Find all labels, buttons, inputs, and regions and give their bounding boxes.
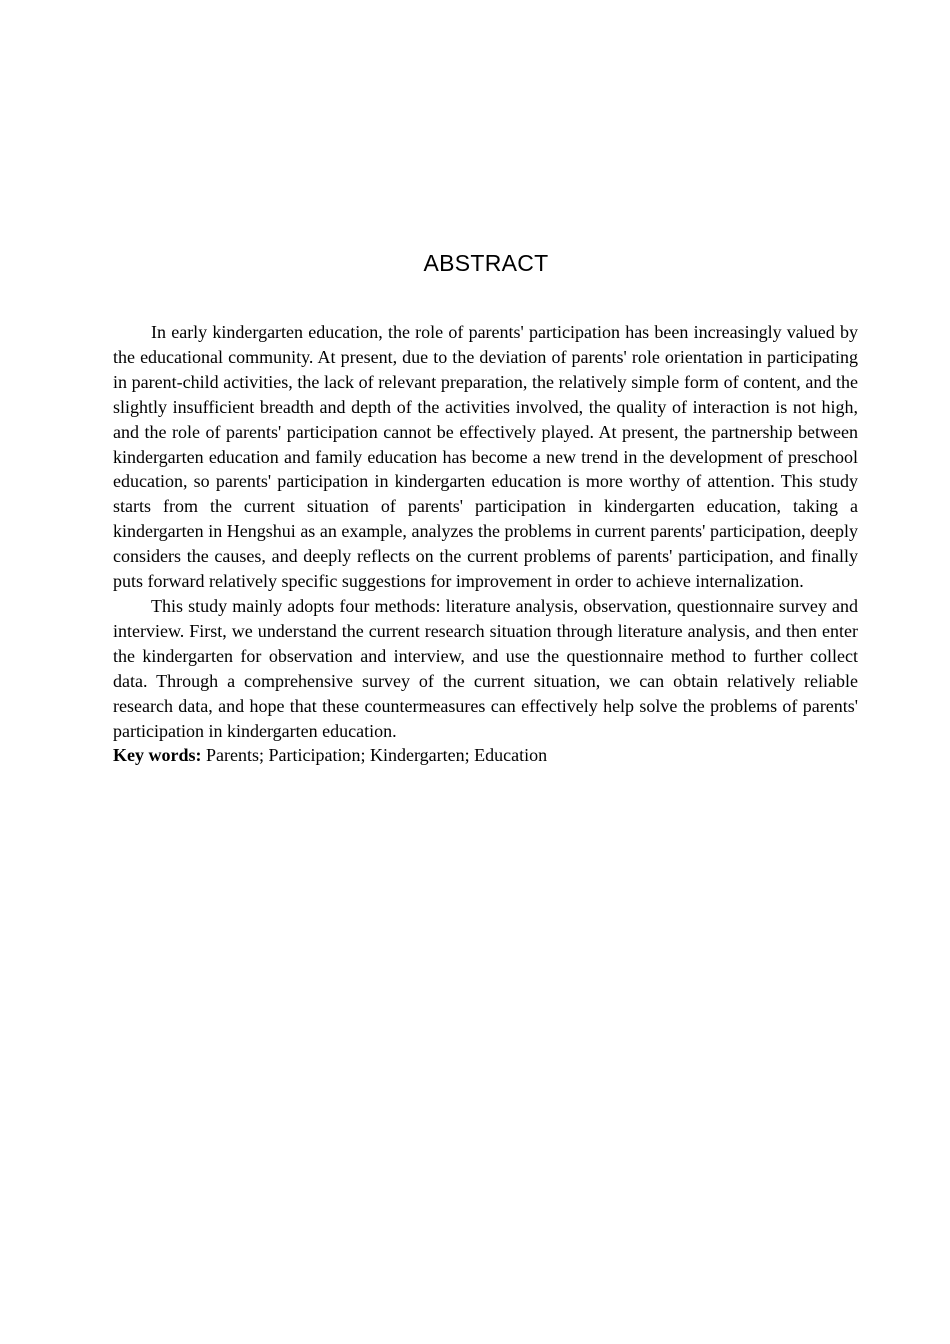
- keywords-value: Parents; Participation; Kindergarten; Education: [201, 745, 548, 766]
- keywords-label: Key words:: [113, 745, 202, 766]
- keywords-line: [113, 743, 858, 768]
- abstract-paragraph-1: In early kindergarten education, the role of parents' participation has been increasingly valued by the educational community. At present, due to the deviation of parents' role orientation in participating in parent-child activities, the lack of relevant preparation, the relatively simple form of content, and the slightly insufficient breadth and depth of the activities involved, the quality of interaction is not high, and the role of parents' participation cannot be effectively played. At present, the partnership between kindergarten education and family education has become a new trend in the development of preschool education, so parents' participation in kindergarten education is more worthy of attention. This study starts from the current situation of parents' participation in kindergarten education, taking a kindergarten in Hengshui as an example, analyzes the problems in current parents' participation, deeply considers the causes, and deeply reflects on the current problems of parents' participation, and finally puts forward relatively specific suggestions for improvement in order to achieve internalization.: [113, 322, 858, 592]
- abstract-paragraph-2: This study mainly adopts four methods: literature analysis, observation, questionnaire survey and interview. First, we understand the current research situation through literature analysis, and then enter the kindergarten for observation and interview, and use the questionnaire method to further collect data. Through a comprehensive survey of the current situation, we can obtain relatively reliable research data, and hope that these countermeasures can effectively help solve the problems of parents' participation in kindergarten education.: [113, 595, 858, 741]
- abstract-body: [113, 320, 858, 768]
- page-title: ABSTRACT: [423, 250, 549, 276]
